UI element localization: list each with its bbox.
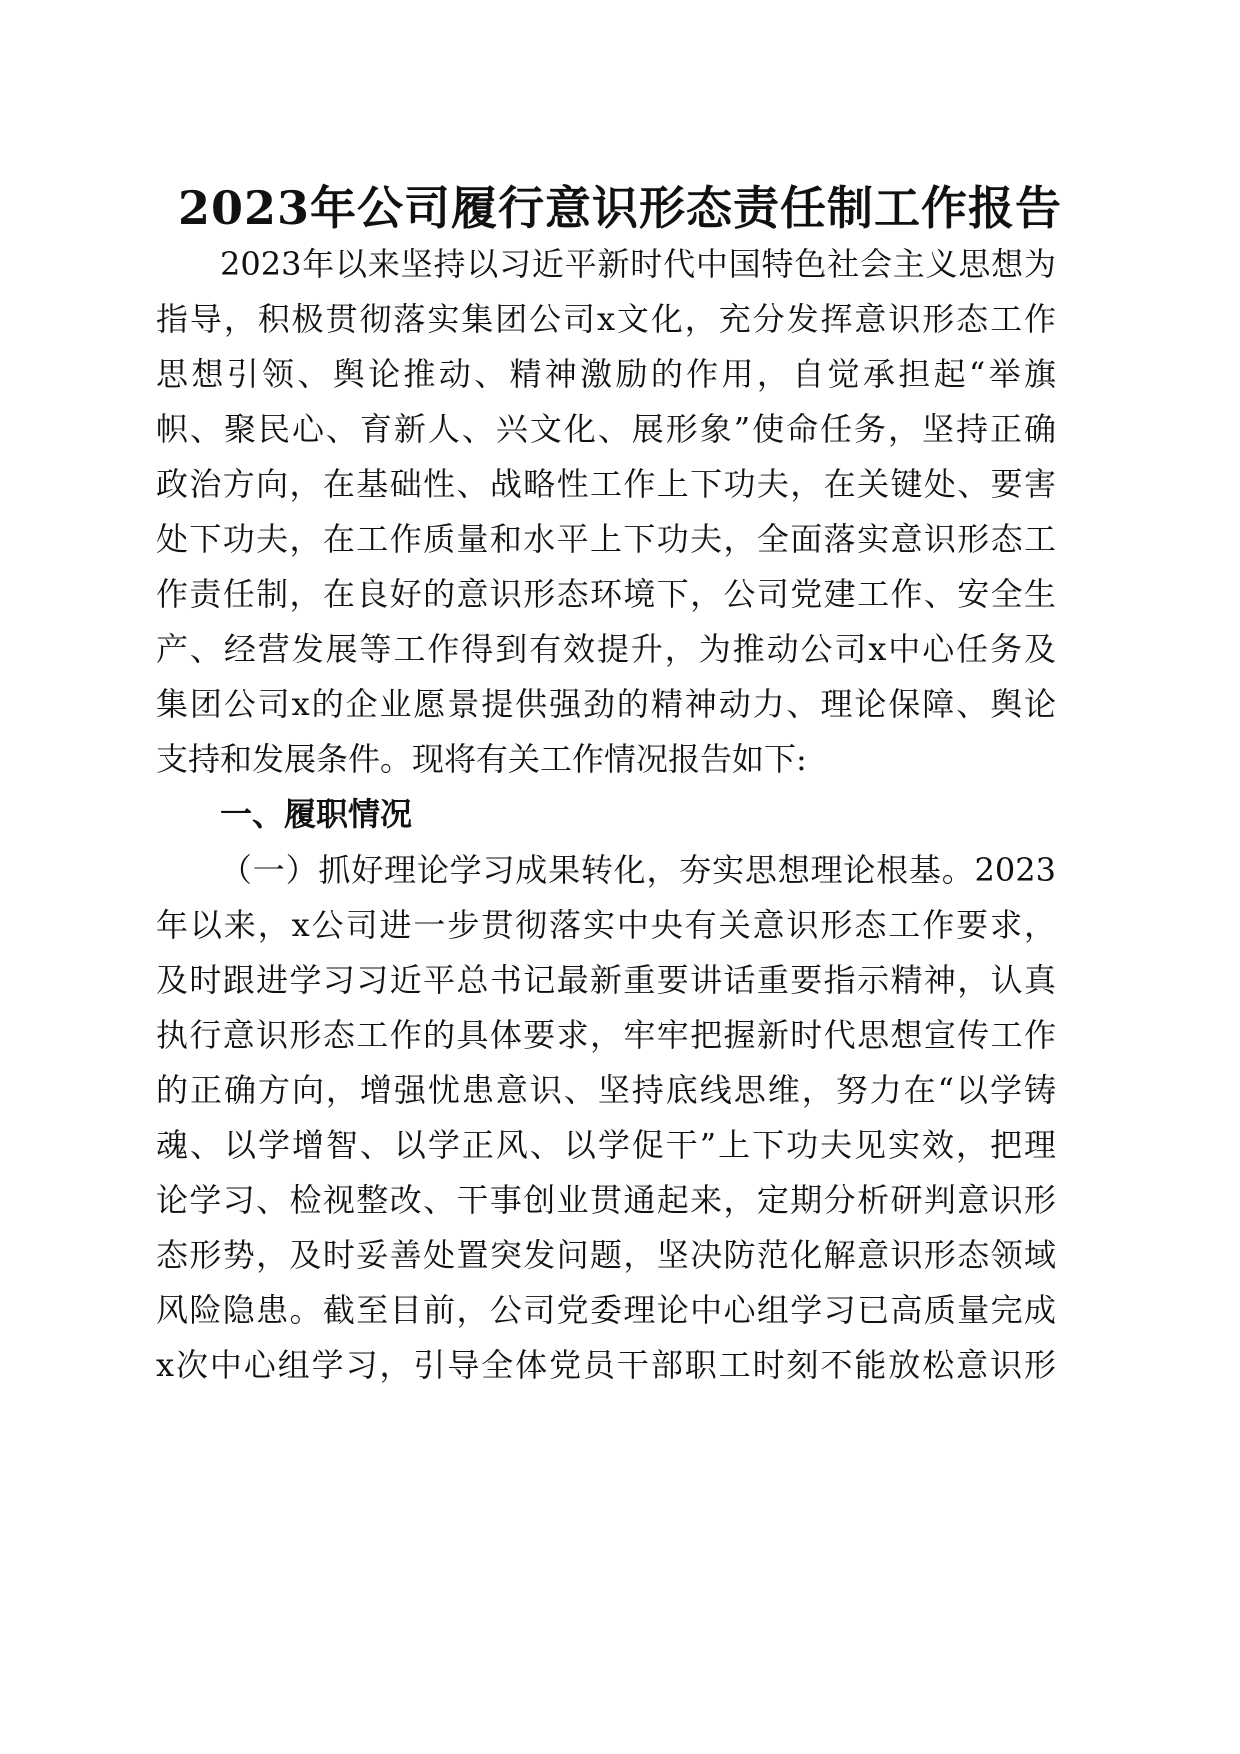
paragraph-line: （一）抓好理论学习成果转化，夯实思想理论根基。2023 [220,851,1056,889]
paragraph-line: 政治方向，在基础性、战略性工作上下功夫，在关键处、要害 [156,465,1056,503]
paragraph-line: 指导，积极贯彻落实集团公司x文化，充分发挥意识形态工作 [156,300,1056,338]
paragraph-line: 态形势，及时妥善处置突发问题，坚决防范化解意识形态领域 [156,1236,1056,1274]
document-title: 2023年公司履行意识形态责任制工作报告 [177,181,1063,235]
paragraph-line: 2023年以来坚持以习近平新时代中国特色社会主义思想为 [220,245,1056,283]
paragraph-line: 风险隐患。截至目前，公司党委理论中心组学习已高质量完成 [156,1291,1056,1329]
paragraph-line: 魂、以学增智、以学正风、以学促干”上下功夫见实效，把理 [156,1126,1056,1164]
paragraph-line: 集团公司x的企业愿景提供强劲的精神动力、理论保障、舆论 [156,685,1056,723]
paragraph-line: 年以来，x公司进一步贯彻落实中央有关意识形态工作要求， [156,906,1056,944]
paragraph-line: 作责任制，在良好的意识形态环境下，公司党建工作、安全生 [156,575,1056,613]
section-heading: 一、履职情况 [220,795,413,833]
paragraph-line: 执行意识形态工作的具体要求，牢牢把握新时代思想宣传工作 [156,1016,1056,1054]
paragraph-line: 产、经营发展等工作得到有效提升，为推动公司x中心任务及 [156,630,1056,668]
paragraph-line: 及时跟进学习习近平总书记最新重要讲话重要指示精神，认真 [156,961,1056,999]
paragraph-line: 支持和发展条件。现将有关工作情况报告如下: [156,740,807,778]
paragraph-line: 处下功夫，在工作质量和水平上下功夫，全面落实意识形态工 [156,520,1056,558]
paragraph-line: 的正确方向，增强忧患意识、坚持底线思维，努力在“以学铸 [156,1071,1056,1109]
paragraph-line: 论学习、检视整改、干事创业贯通起来，定期分析研判意识形 [156,1181,1056,1219]
paragraph-line: 思想引领、舆论推动、精神激励的作用，自觉承担起“举旗 [156,355,1056,393]
paragraph-line: x次中心组学习，引导全体党员干部职工时刻不能放松意识形 [156,1346,1056,1384]
paragraph-line: 帜、聚民心、育新人、兴文化、展形象”使命任务，坚持正确 [156,410,1056,448]
